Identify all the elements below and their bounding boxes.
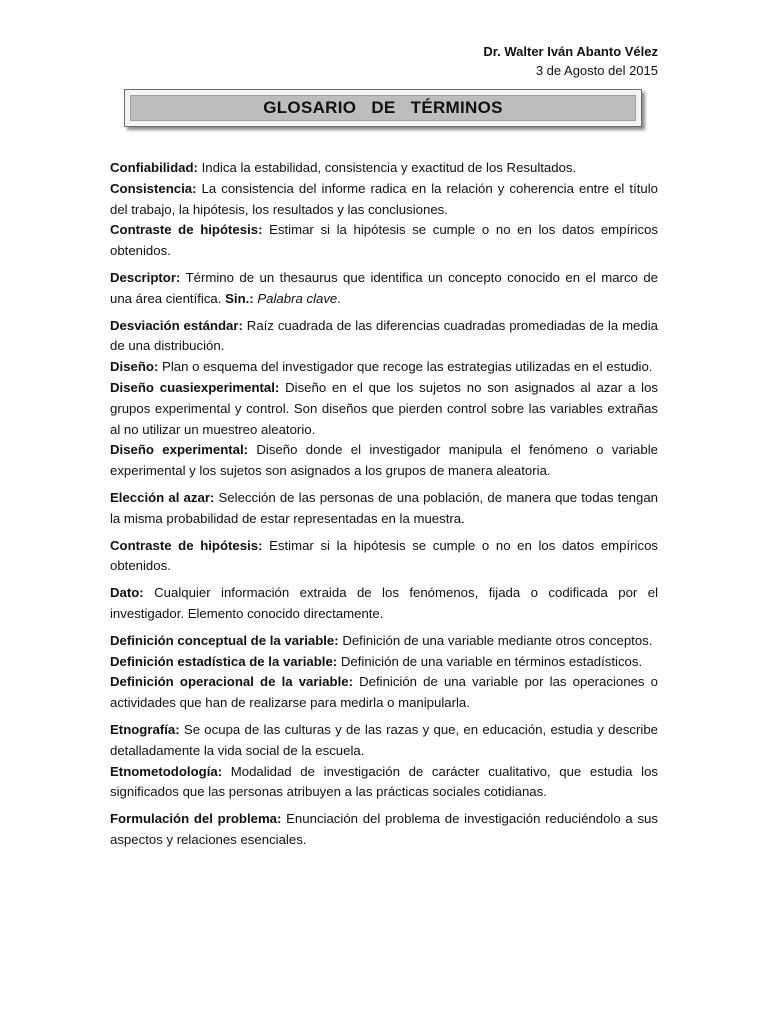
glossary-term: Diseño cuasiexperimental: <box>110 379 280 395</box>
glossary-definition: Modalidad de investigación de carácter cualitativo, que estudia los significados que las personas atribuyen a las prácticas sociales cotidianas. <box>110 763 658 800</box>
glossary-entry-formulacion-del-problema <box>110 809 658 851</box>
page-title: GLOSARIO DE TÉRMINOS <box>263 98 503 117</box>
glossary-term: Contraste de hipótesis: <box>110 537 263 553</box>
document-date: 3 de Agosto del 2015 <box>535 63 658 78</box>
author-name: Dr. Walter Iván Abanto Vélez <box>483 44 658 59</box>
glossary-definition: Definición de una variable mediante otros conceptos. <box>338 632 653 648</box>
glossary-definition: Se ocupa de las culturas y de las razas y que, en educación, estudia y describe detalladamente la vida social de la escuela. <box>110 721 658 758</box>
glossary-definition: Selección de las personas de una población, de manera que todas tengan la misma probabilidad de estar representadas en la muestra. <box>110 489 658 526</box>
glossary-term: Desviación estándar: <box>110 317 243 333</box>
glossary-definition: Diseño donde el investigador manipula el fenómeno o variable experimental y los sujetos son asignados a los grupos de manera aleatoria. <box>110 442 658 479</box>
glossary-definition: Diseño en el que los sujetos no son asignados al azar a los grupos experimental y control. Son diseños que pierden control sobre las variables extrañas al no utilizar un muestreo aleatorio. <box>110 379 658 437</box>
glossary-term: Contraste de hipótesis: <box>110 222 263 238</box>
glossary-entry-contraste-de-hipotesis <box>110 220 658 262</box>
glossary-definition: Raíz cuadrada de las diferencias cuadradas promediadas de la media de una distribución. <box>110 317 658 354</box>
glossary-entry-etnometodologia <box>110 762 658 804</box>
glossary-entry-confiabilidad <box>110 158 658 179</box>
synonym-value: Palabra clave <box>253 290 338 306</box>
glossary-entry-consistencia <box>110 179 658 221</box>
glossary-entry-definicion-operacional <box>110 672 658 714</box>
glossary-entry-contraste-de-hipotesis-2 <box>110 536 658 578</box>
glossary-definition: Cualquier información extraida de los fenómenos, fijada o codificada por el investigador. Elemento conocido directamente. <box>110 585 658 621</box>
glossary-term: Consistencia: <box>110 180 197 196</box>
glossary-definition: Definición de una variable por las operaciones o actividades que han de realizarse para medirla o manipularla. <box>110 674 658 711</box>
glossary-definition: Estimar si la hipótesis se cumple o no en los datos empíricos obtenidos. <box>110 222 658 259</box>
glossary-term: Formulación del problema: <box>110 811 282 827</box>
glossary-definition: Definición de una variable en términos estadísticos. <box>337 653 643 669</box>
glossary-entry-dato <box>110 583 658 625</box>
glossary-definition: Plan o esquema del investigador que recoge las estrategias utilizadas en el estudio. <box>158 359 653 375</box>
glossary-entry-descriptor <box>110 268 658 310</box>
glossary-term: Definición estadística de la variable: <box>110 653 338 669</box>
glossary-definition: Indica la estabilidad, consistencia y exactitud de los Resultados. <box>197 160 577 175</box>
title-box <box>124 89 642 127</box>
glossary-entry-diseno-experimental <box>110 440 658 482</box>
glossary-definition: Enunciación del problema de investigación reduciéndolo a sus aspectos y relaciones esenciales. <box>110 811 658 847</box>
glossary-term: Etnometodología: <box>110 763 223 779</box>
glossary-entry-definicion-estadistica <box>110 652 658 673</box>
glossary-entry-definicion-conceptual <box>110 631 658 652</box>
author-block <box>483 42 658 80</box>
glossary-term: Definición operacional de la variable: <box>110 674 353 690</box>
glossary-term: Dato: <box>110 585 144 601</box>
glossary-entry-desviacion-estandar <box>110 316 658 358</box>
glossary-term: Diseño: <box>110 359 159 375</box>
glossary-definition: La consistencia del informe radica en la relación y coherencia entre el título del trabajo, la hipótesis, los resultados y las conclusiones. <box>110 180 658 217</box>
glossary-list <box>110 158 658 851</box>
glossary-definition: Término de un thesaurus que identifica un concepto conocido en el marco de una área científica. <box>110 269 658 306</box>
glossary-entry-diseno-cuasiexperimental <box>110 378 658 440</box>
glossary-entry-diseno <box>110 357 658 378</box>
glossary-entry-etnografia <box>110 720 658 762</box>
synonym-label: Sin.: <box>225 290 254 306</box>
glossary-term: Confiabilidad: <box>110 160 198 175</box>
glossary-term: Etnografía: <box>110 721 180 737</box>
glossary-term: Descriptor: <box>110 269 181 285</box>
glossary-term: Diseño experimental: <box>110 442 249 458</box>
glossary-term: Definición conceptual de la variable: <box>110 632 339 648</box>
glossary-term: Elección al azar: <box>110 489 215 505</box>
synonym-period: . <box>337 290 341 306</box>
glossary-entry-eleccion-al-azar <box>110 488 658 530</box>
glossary-definition: Estimar si la hipótesis se cumple o no en los datos empíricos obtenidos. <box>110 537 658 574</box>
title-banner <box>130 95 636 121</box>
